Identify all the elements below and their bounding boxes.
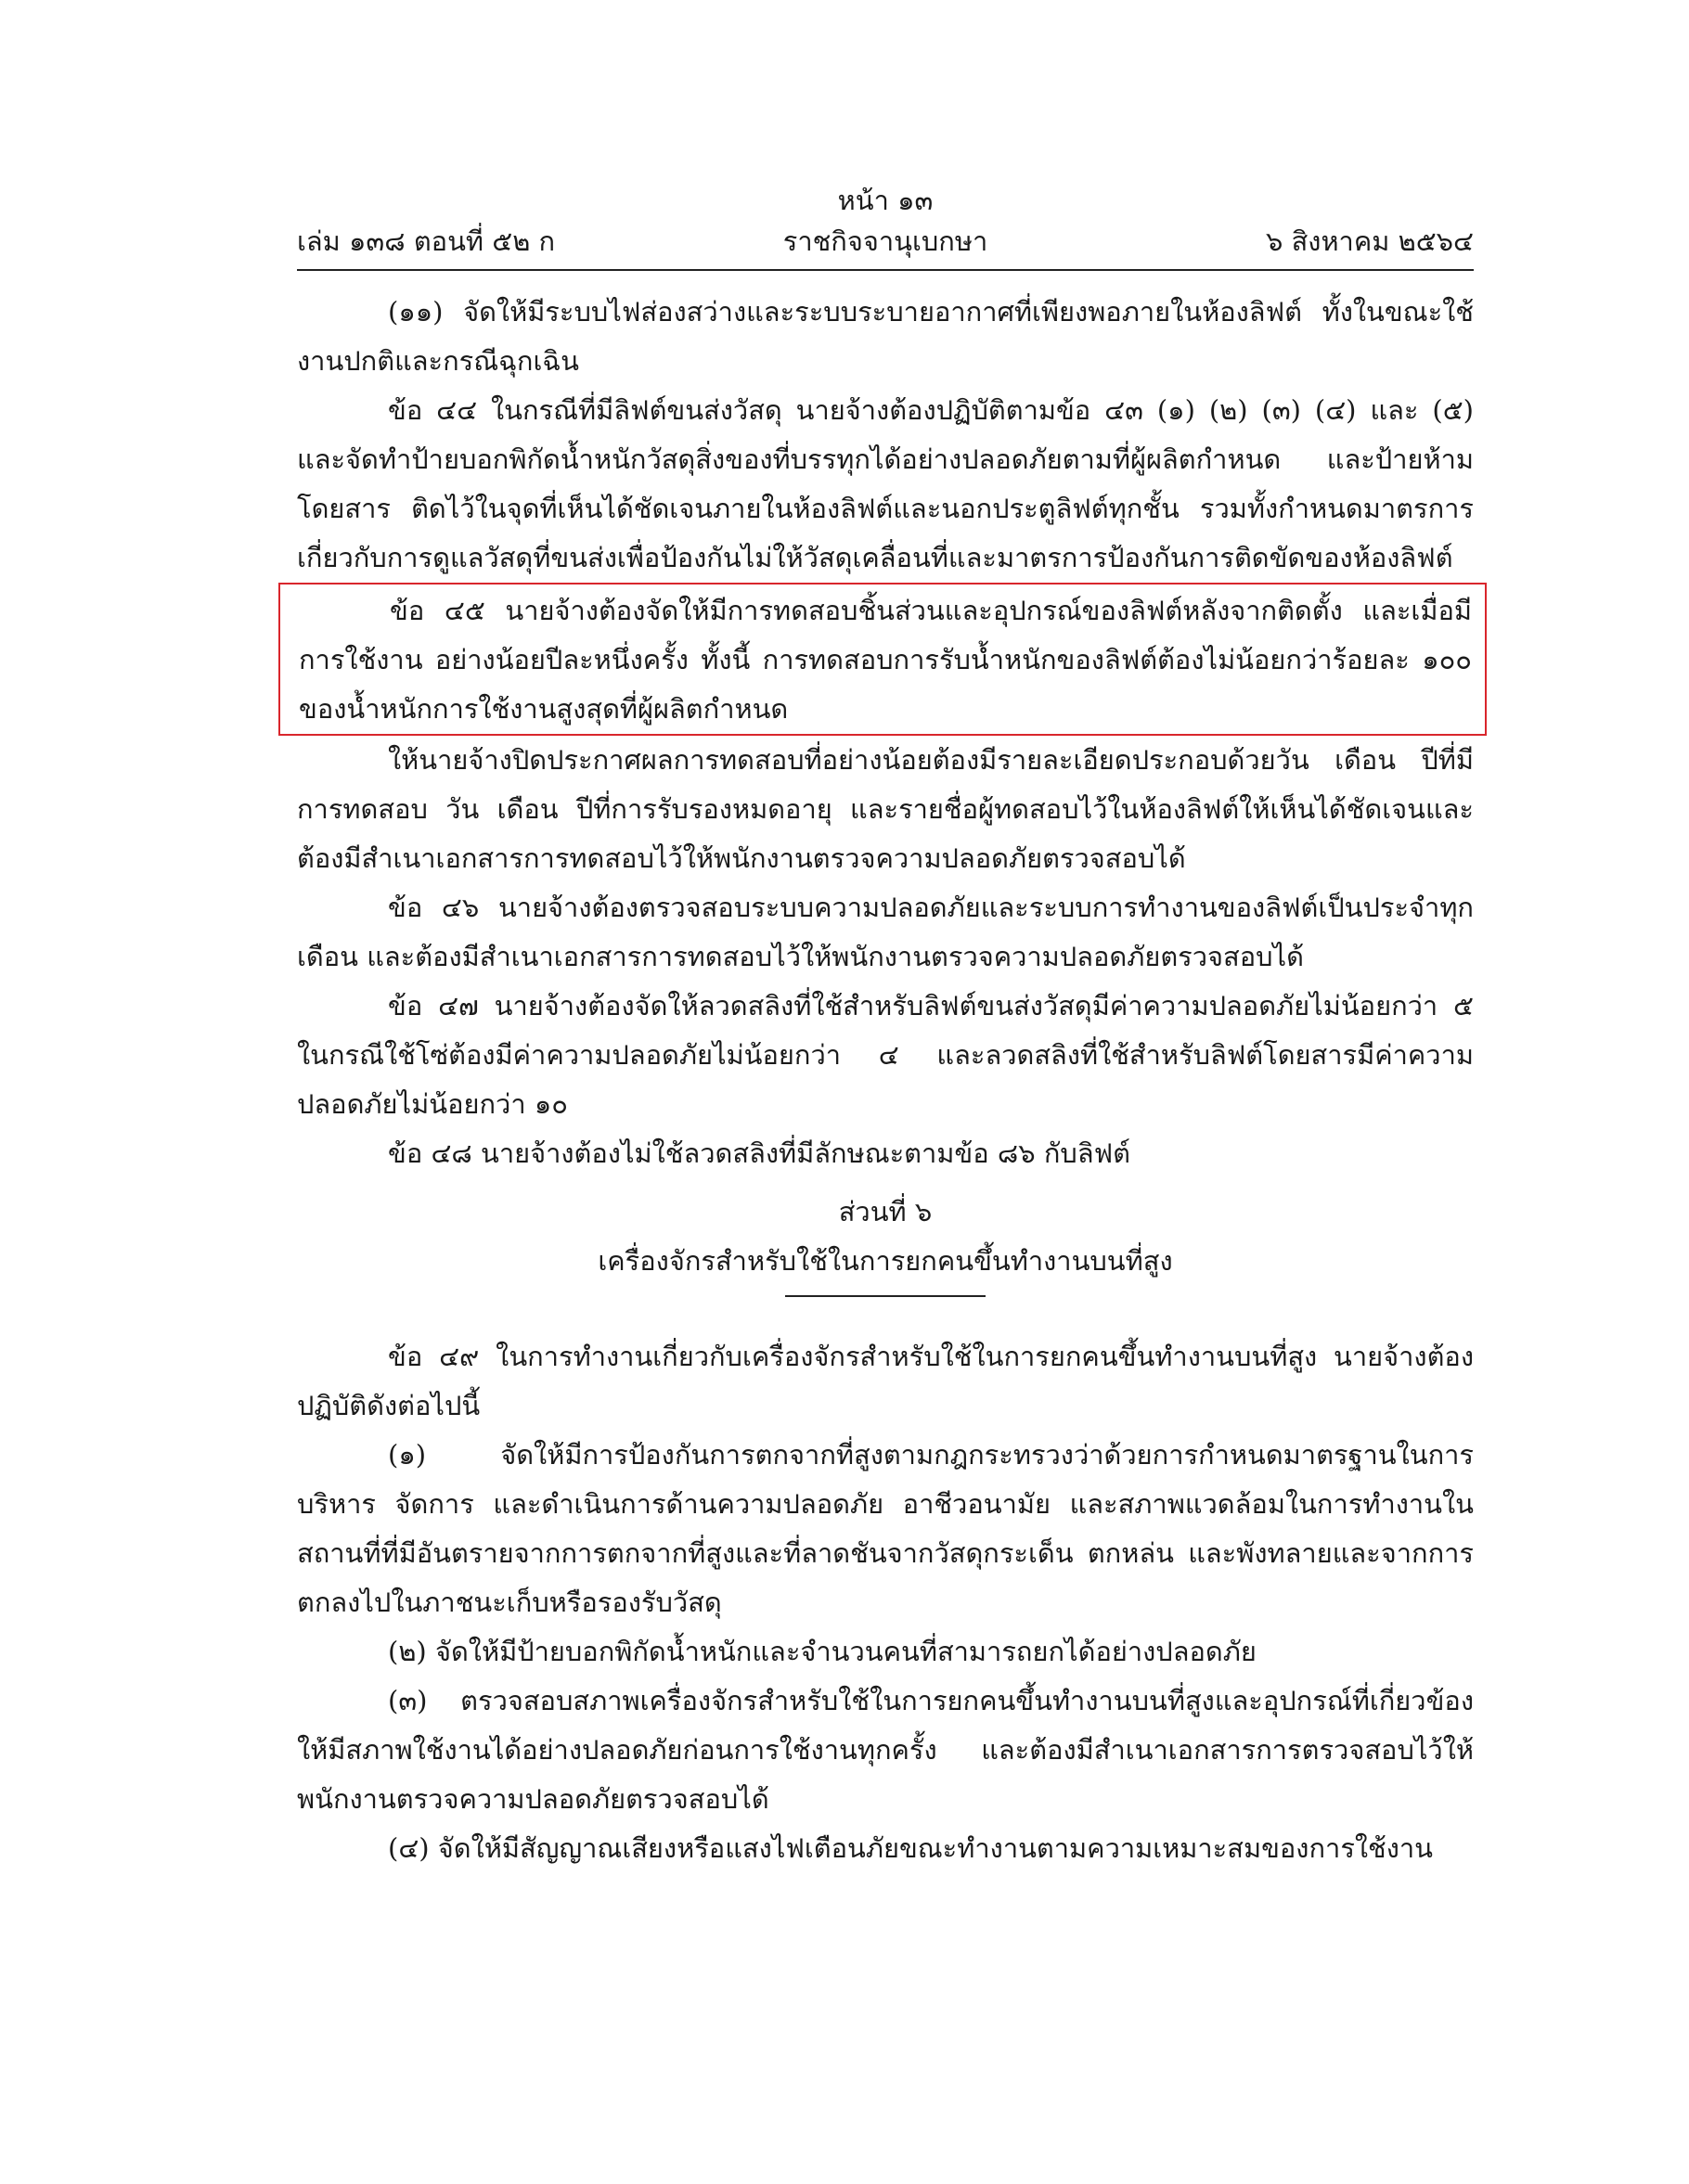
clause-47: ข้อ ๔๗ นายจ้างต้องจัดให้ลวดสลิงที่ใช้สำหรับลิฟต์ขนส่งวัสดุมีค่าความปลอดภัยไม่น้อยกว่า ๕ ในกรณีใช้โซ่ต้องมีค่าความปลอดภัยไม่น้อยกว่า ๔ และลวดสลิงที่ใช้สำหรับลิฟต์โดยสารมีค่าความปลอดภัยไม่น้อยกว่า ๑๐ [297,990,1474,1120]
gazette-name: ราชกิจจานุเบกษา [782,225,988,257]
gazette-page [297,182,1474,1873]
clause-49-3: (๓) ตรวจสอบสภาพเครื่องจักรสำหรับใช้ในการยกคนขึ้นทำงานบนที่สูงและอุปกรณ์ที่เกี่ยวข้องให้มีสภาพใช้งานได้อย่างปลอดภัยก่อนการใช้งานทุกครั้ง และต้องมีสำเนาเอกสารการตรวจสอบไว้ให้พนักงานตรวจความปลอดภัยตรวจสอบได้ [297,1685,1474,1815]
header-divider [297,269,1474,271]
page-header [297,223,1474,263]
section-divider [785,1295,986,1297]
section-number: ส่วนที่ ๖ [838,1196,933,1227]
clause-49-1: (๑) จัดให้มีการป้องกันการตกจากที่สูงตามกฎกระทรวงว่าด้วยการกำหนดมาตรฐานในการบริหาร จัดการ และดำเนินการด้านความปลอดภัย อาชีวอนามัย และสภาพแวดล้อมในการทำงานในสถานที่ที่มีอันตรายจากการตกจากที่สูงและที่ลาดชันจากวัสดุกระเด็น ตกหล่น และพังทลายและจากการตกลงไปในภาชนะเก็บหรือรองรับวัสดุ [297,1439,1474,1618]
clause-48: ข้อ ๔๘ นายจ้างต้องไม่ใช้ลวดสลิงที่มีลักษณะตามข้อ ๘๖ กับลิฟต์ [388,1137,1130,1169]
clause-46: ข้อ ๔๖ นายจ้างต้องตรวจสอบระบบความปลอดภัยและระบบการทำงานของลิฟต์เป็นประจำทุกเดือน และต้องมีสำเนาเอกสารการทดสอบไว้ให้พนักงานตรวจความปลอดภัยตรวจสอบได้ [297,892,1474,972]
volume-issue: เล่ม ๑๓๘ ตอนที่ ๕๒ ก [297,225,556,257]
clause-49-4: (๔) จัดให้มีสัญญาณเสียงหรือแสงไฟเตือนภัยขณะทำงานตามความเหมาะสมของการใช้งาน [388,1832,1434,1864]
clause-49: ข้อ ๔๙ ในการทำงานเกี่ยวกับเครื่องจักรสำหรับใช้ในการยกคนขึ้นทำงานบนที่สูง นายจ้างต้องปฏิบัติดังต่อไปนี้ [297,1341,1474,1421]
publication-date: ๖ สิงหาคม ๒๕๖๔ [1265,225,1474,257]
section-title: เครื่องจักรสำหรับใช้ในการยกคนขึ้นทำงานบนที่สูง [598,1245,1173,1277]
clause-45: ข้อ ๔๕ นายจ้างต้องจัดให้มีการทดสอบชิ้นส่วนและอุปกรณ์ของลิฟต์หลังจากติดตั้ง และเมื่อมีการใช้งาน อย่างน้อยปีละหนึ่งครั้ง ทั้งนี้ การทดสอบการรับน้ำหนักของลิฟต์ต้องไม่น้อยกว่าร้อยละ ๑๐๐ ของน้ำหนักการใช้งานสูงสุดที่ผู้ผลิตกำหนด [299,595,1472,725]
clause-43-11: (๑๑) จัดให้มีระบบไฟส่องสว่างและระบบระบายอากาศที่เพียงพอภายในห้องลิฟต์ ทั้งในขณะใช้งานปกติและกรณีฉุกเฉิน [297,296,1474,377]
clause-49-2: (๒) จัดให้มีป้ายบอกพิกัดน้ำหนักและจำนวนคนที่สามารถยกได้อย่างปลอดภัย [388,1636,1257,1667]
page-number: หน้า ๑๓ [837,185,934,216]
clause-44: ข้อ ๔๔ ในกรณีที่มีลิฟต์ขนส่งวัสดุ นายจ้างต้องปฏิบัติตามข้อ ๔๓ (๑) (๒) (๓) (๔) และ (๕) และจัดทำป้ายบอกพิกัดน้ำหนักวัสดุสิ่งของที่บรรทุกได้อย่างปลอดภัยตามที่ผู้ผลิตกำหนด และป้ายห้ามโดยสาร ติดไว้ในจุดที่เห็นได้ชัดเจนภายในห้องลิฟต์และนอกประตูลิฟต์ทุกชั้น รวมทั้งกำหนดมาตรการเกี่ยวกับการดูแลวัสดุที่ขนส่งเพื่อป้องกันไม่ให้วัสดุเคลื่อนที่และมาตรการป้องกันการติดขัดของห้องลิฟต์ [297,394,1474,573]
clause-45-notice: ให้นายจ้างปิดประกาศผลการทดสอบที่อย่างน้อยต้องมีรายละเอียดประกอบด้วยวัน เดือน ปีที่มีการทดสอบ วัน เดือน ปีที่การรับรองหมดอายุ และรายชื่อผู้ทดสอบไว้ในห้องลิฟต์ให้เห็นได้ชัดเจนและต้องมีสำเนาเอกสารการทดสอบไว้ให้พนักงานตรวจความปลอดภัยตรวจสอบได้ [297,744,1474,874]
highlight-box [278,583,1487,736]
